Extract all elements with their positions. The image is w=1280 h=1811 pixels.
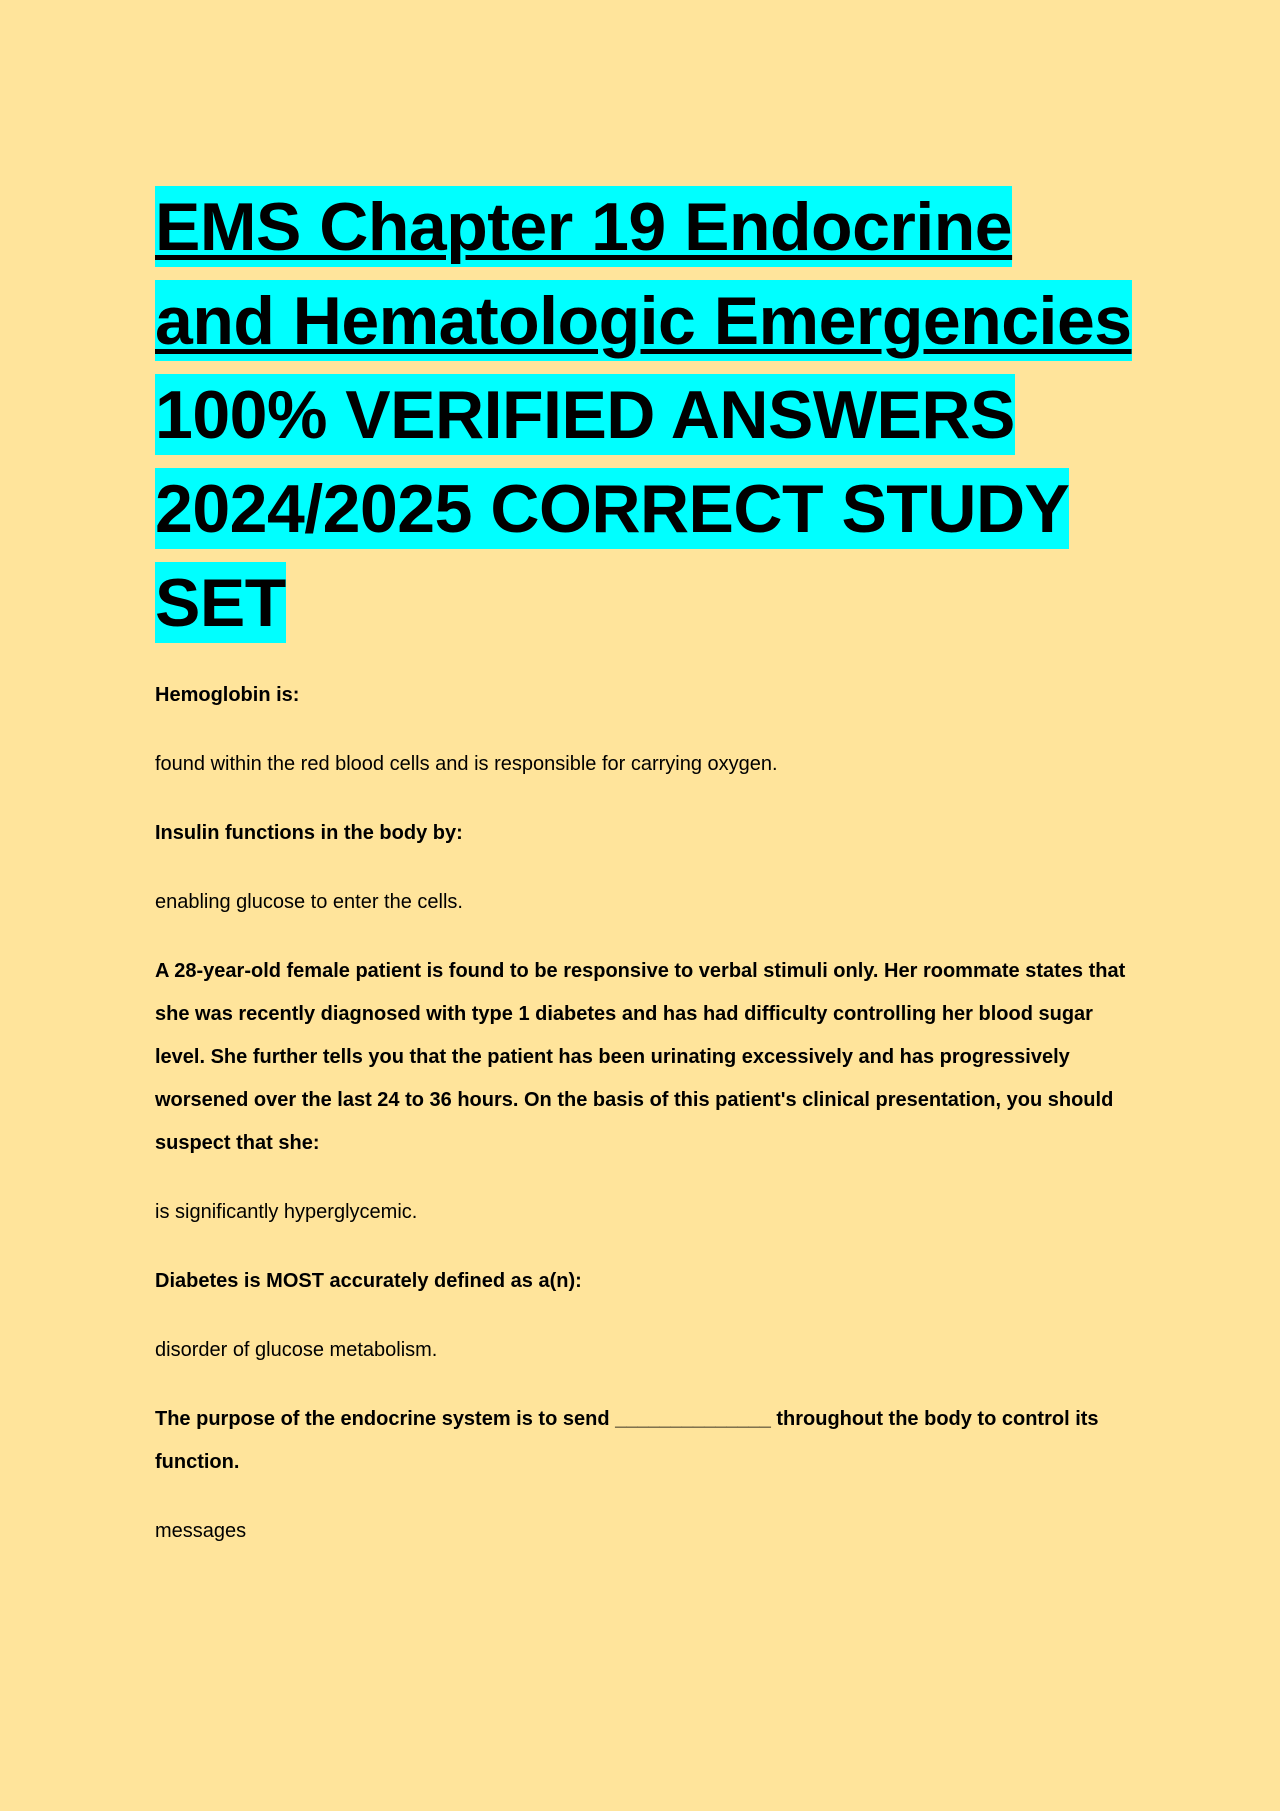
question-text: Diabetes is MOST accurately defined as a(n): — [155, 1270, 582, 1292]
answer-text: is significantly hyperglycemic. — [155, 1201, 418, 1223]
question-text: A 28-year-old female patient is found to be responsive to verbal stimuli only. Her roommate states that she was recently diagnosed with type 1 diabetes and has had difficulty controlling her blood sugar level. She further tells you that the patient has been urinating excessively and has progressively worsened over the last 24 to 36 hours. On the basis of this patient's clinical presentation, you should suspect that she: — [155, 960, 1126, 1154]
answer-text: enabling glucose to enter the cells. — [155, 891, 463, 913]
answer-text: messages — [155, 1520, 247, 1542]
title-underlined-part: EMS Chapter 19 Endocrine and Hematologic Emergencies — [155, 186, 1132, 361]
answer-text: found within the red blood cells and is responsible for carrying oxygen. — [155, 753, 778, 775]
question-text: The purpose of the endocrine system is to send ______________ throughout the body to control its function. — [155, 1408, 1099, 1473]
title-rest-part: 100% VERIFIED ANSWERS 2024/2025 CORRECT STUDY SET — [155, 374, 1069, 643]
document-page — [155, 180, 1145, 1579]
qa-list — [155, 674, 1145, 1553]
question-text: Hemoglobin is: — [155, 684, 300, 706]
document-title — [155, 180, 1145, 650]
answer-text: disorder of glucose metabolism. — [155, 1339, 438, 1361]
question-text: Insulin functions in the body by: — [155, 822, 463, 844]
